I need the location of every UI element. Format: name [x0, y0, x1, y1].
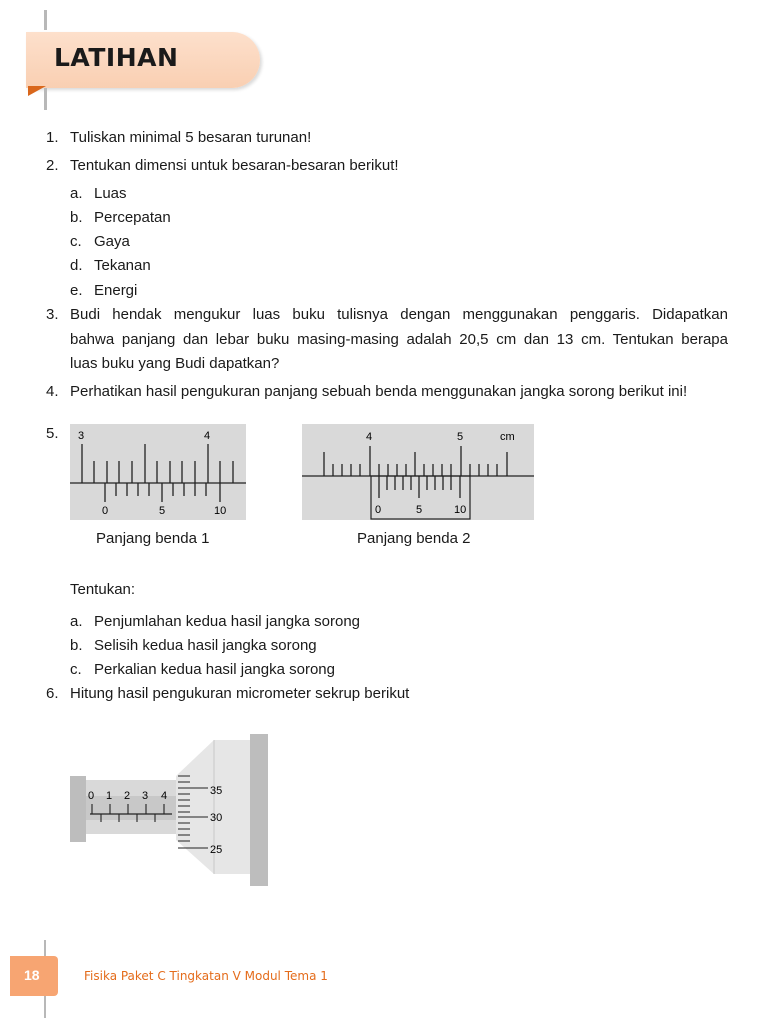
footer-book-title: Fisika Paket C Tingkatan V Modul Tema 1 — [84, 969, 328, 983]
header-decor-line-top — [44, 10, 47, 30]
q2-text: Tentukan dimensi untuk besaran-besaran berikut! — [70, 157, 399, 174]
q6-number: 6. — [46, 685, 59, 702]
q3-number: 3. — [46, 306, 59, 323]
q1-text: Tuliskan minimal 5 besaran turunan! — [70, 129, 312, 146]
q3-line-3: luas buku yang Budi dapatkan? — [70, 355, 280, 372]
q2-item-label: a. — [70, 185, 83, 202]
caliper-1-main-label: 3 — [78, 430, 85, 442]
q2-item-label: b. — [70, 209, 83, 226]
page-title: LATIHAN — [54, 43, 179, 72]
q4-text: Perhatikan hasil pengukuran panjang sebuah benda menggunakan jangka sorong berikut ini! — [70, 383, 688, 400]
page-number: 18 — [24, 967, 40, 983]
vernier-caliper-1 — [70, 424, 246, 520]
micrometer-ratchet — [250, 734, 268, 886]
header-decor-line-bottom — [44, 88, 47, 110]
micrometer-sleeve-label: 0 — [88, 790, 95, 802]
micrometer-anvil — [70, 776, 86, 842]
micrometer-sleeve-label: 3 — [142, 790, 149, 802]
caliper-2-vernier-label: 0 — [375, 504, 382, 516]
micrometer-thimble-label: 30 — [210, 812, 223, 824]
caliper-2-vernier-label: 5 — [416, 504, 423, 516]
micrometer-thimble-label: 35 — [210, 785, 223, 797]
caliper-1-vernier-label: 0 — [102, 505, 109, 517]
q6-text: Hitung hasil pengukuran micrometer sekrup berikut — [70, 685, 410, 702]
caliper-1-vernier-label: 5 — [159, 505, 166, 517]
caliper-2-vernier-label: 10 — [454, 504, 467, 516]
q2-item-text: Gaya — [94, 233, 130, 250]
q2-item-label: c. — [70, 233, 82, 250]
q5-item-text: Selisih kedua hasil jangka sorong — [94, 637, 317, 654]
q5-item-label: c. — [70, 661, 82, 678]
q2-number: 2. — [46, 157, 59, 174]
footer-decor-line-top — [44, 940, 46, 956]
micrometer-sleeve-label: 2 — [124, 790, 131, 802]
q3-line-1: Budi hendak mengukur luas buku tulisnya dengan menggunakan penggaris. Didapatkan — [70, 306, 728, 323]
caliper-1-main-label: 4 — [204, 430, 211, 442]
q5-item-text: Perkalian kedua hasil jangka sorong — [94, 661, 335, 678]
caliper-1-vernier-label: 10 — [214, 505, 227, 517]
q5-number: 5. — [46, 425, 59, 442]
q5-item-text: Penjumlahan kedua hasil jangka sorong — [94, 613, 361, 630]
q2-item-label: d. — [70, 257, 83, 274]
micrometer-sleeve-label: 1 — [106, 790, 113, 802]
q3-line-2: bahwa panjang dan lebar buku masing-masing adalah 20,5 cm dan 13 cm. Tentukan berapa — [70, 331, 728, 348]
q5-item-label: b. — [70, 637, 83, 654]
q2-item-text: Tekanan — [94, 257, 151, 274]
caliper-2-main-label: 4 — [366, 431, 373, 443]
q2-item-text: Energi — [94, 282, 138, 299]
caliper-2-caption: Panjang benda 2 — [357, 530, 471, 547]
q4-number: 4. — [46, 383, 59, 400]
micrometer-thimble-label: 25 — [210, 844, 223, 856]
caliper-2-main-label: 5 — [457, 431, 464, 443]
vernier-caliper-2 — [302, 424, 534, 520]
q2-item-label: e. — [70, 282, 83, 299]
micrometer-screw-gauge — [68, 732, 272, 890]
q5-prompt: Tentukan: — [70, 581, 136, 598]
micrometer-sleeve-label: 4 — [161, 790, 168, 802]
q2-item-text: Percepatan — [94, 209, 171, 226]
caliper-1-caption: Panjang benda 1 — [96, 530, 210, 547]
q1-number: 1. — [46, 129, 59, 146]
q5-item-label: a. — [70, 613, 83, 630]
caliper-2-unit: cm — [500, 431, 515, 443]
q2-item-text: Luas — [94, 185, 127, 202]
footer-decor-line-bottom — [44, 996, 46, 1018]
